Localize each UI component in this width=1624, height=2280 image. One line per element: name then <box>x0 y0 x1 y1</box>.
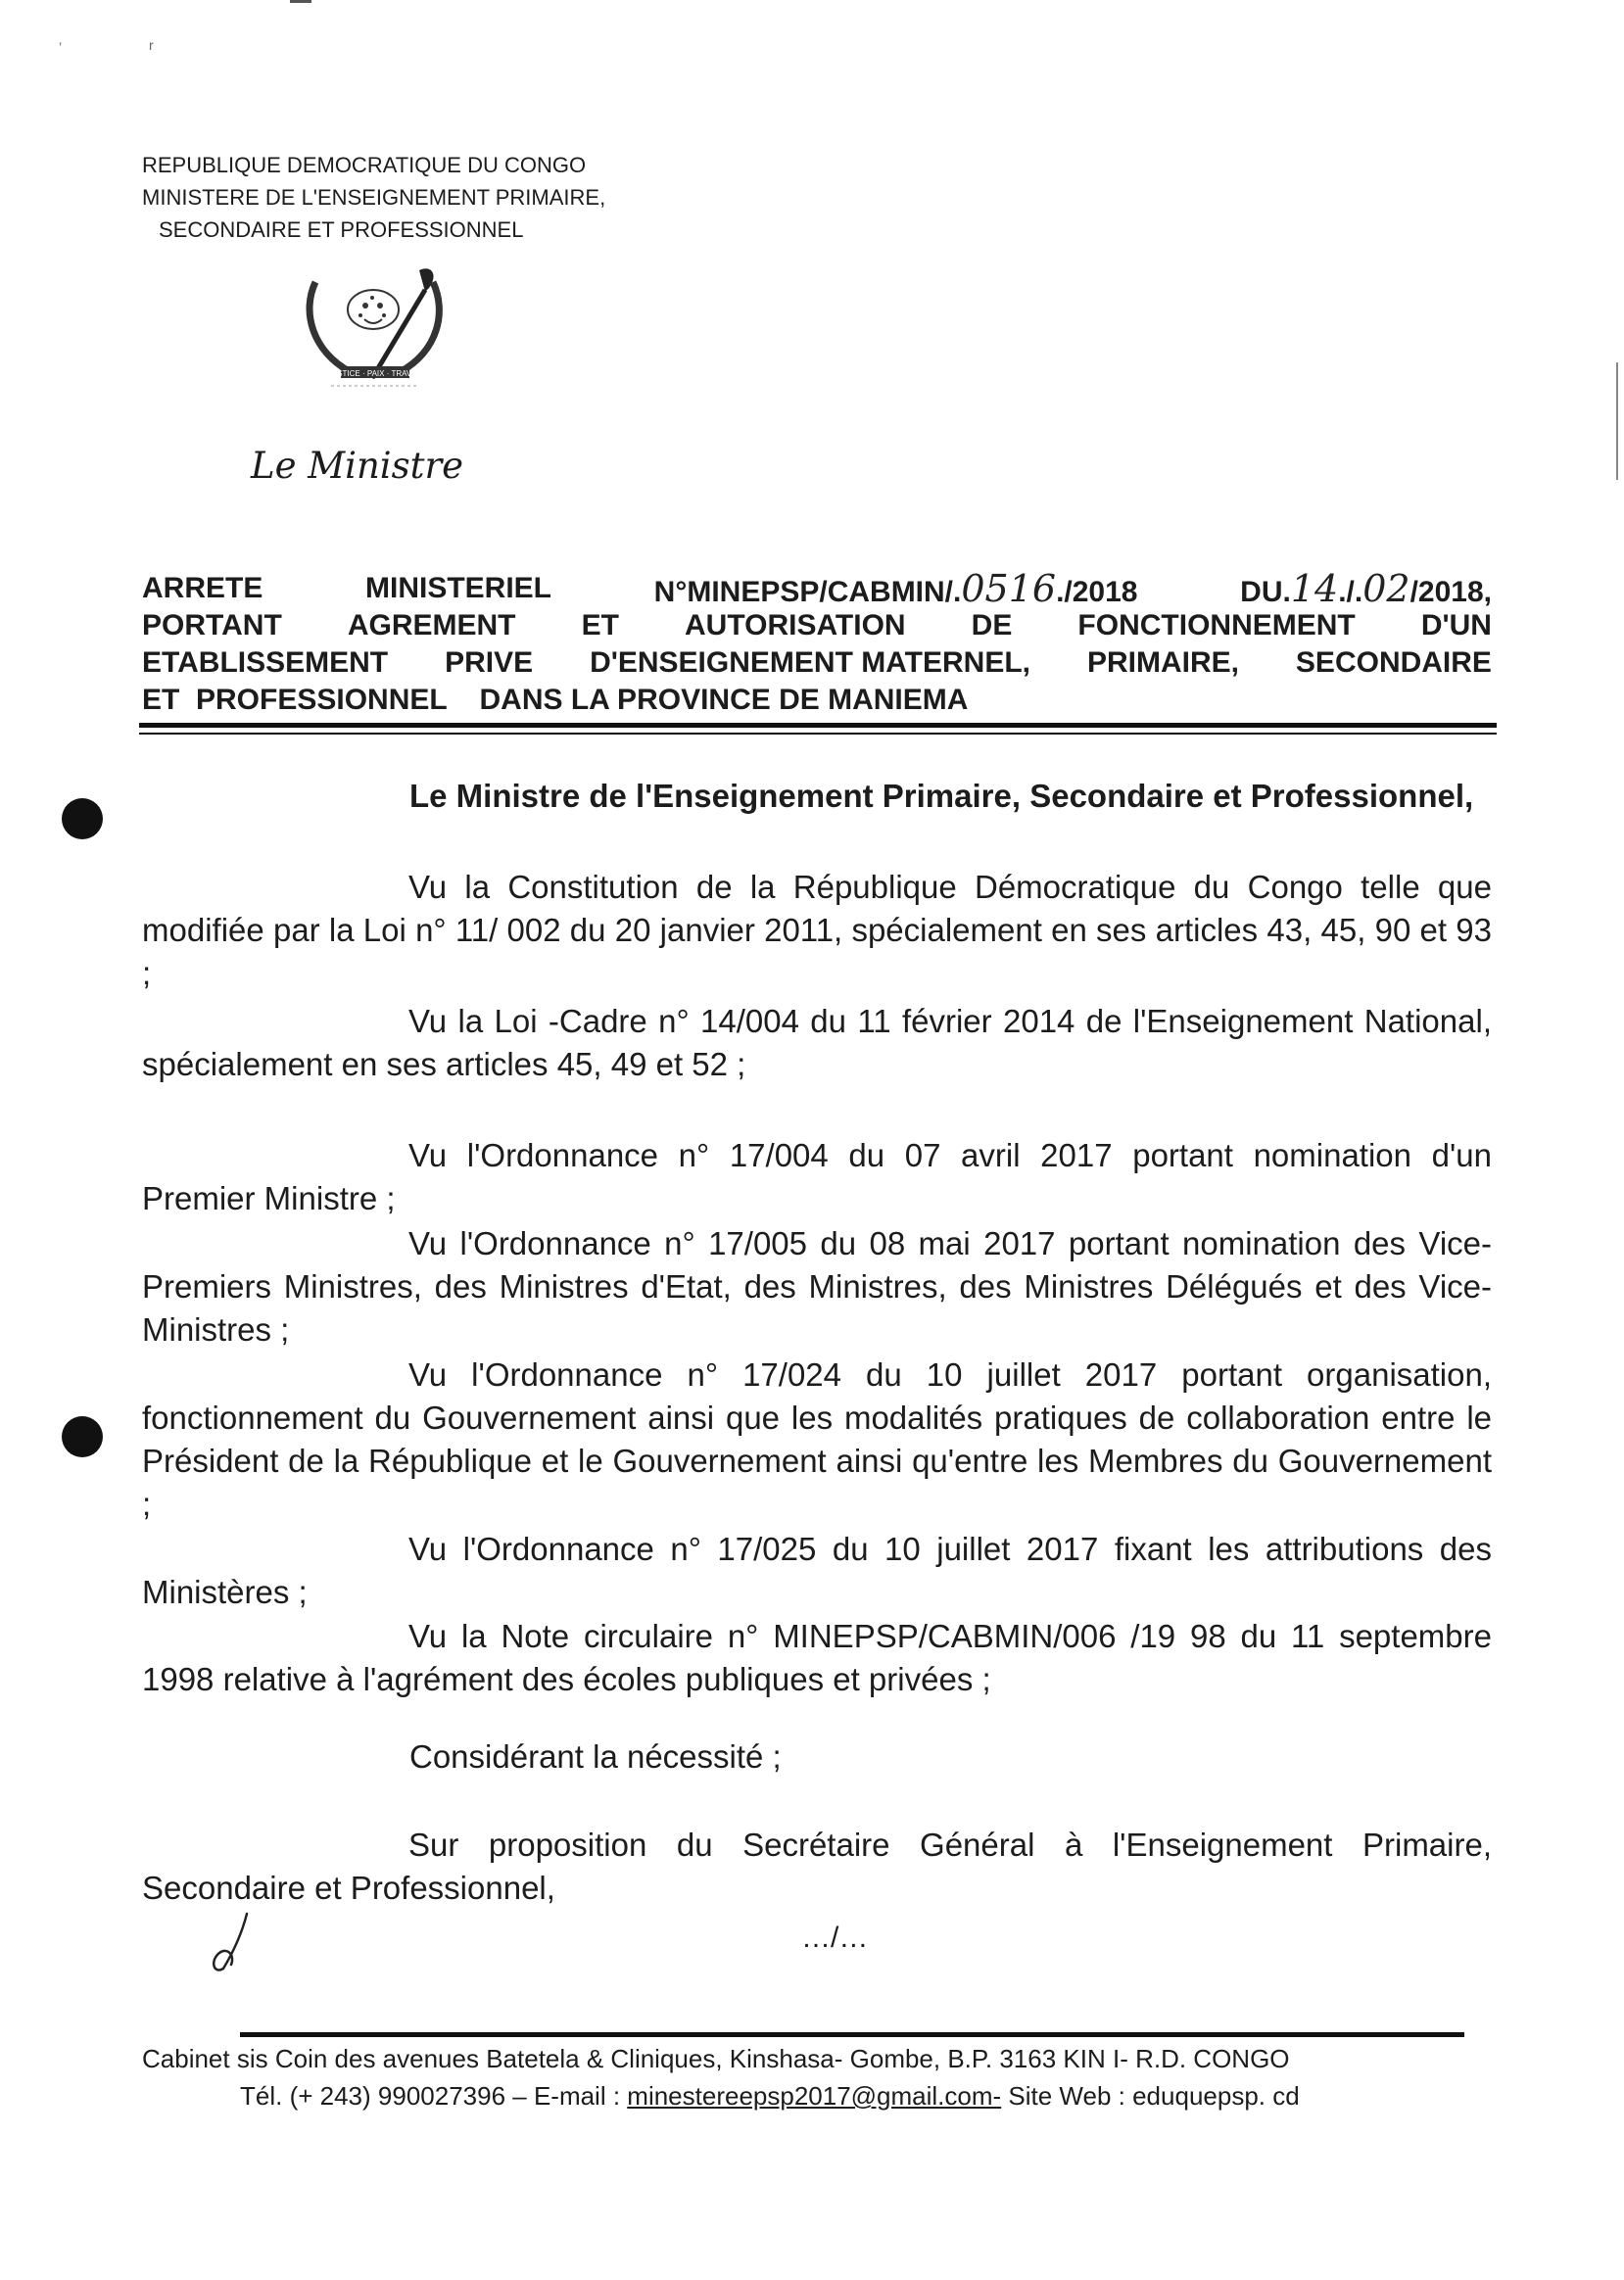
title-word: ARRETE <box>142 572 263 604</box>
title-word: AUTORISATION <box>685 609 906 641</box>
decree-title-line-1 <box>142 567 1492 610</box>
handwritten-month: 02 <box>1362 567 1410 610</box>
decree-number: N°MINEPSP/CABMIN/.0516./2018 <box>653 567 1138 610</box>
footer-email-link[interactable]: minestereepsp2017@gmail.com- <box>627 2081 1002 2111</box>
footer-rule <box>240 2032 1464 2037</box>
title-word: FONCTIONNEMENT <box>1077 609 1356 641</box>
paragraph-ordonnance-gouvernement: Vu l'Ordonnance n° 17/024 du 10 juillet 2017 portant organisation, fonctionnement du Gouvernement ainsi que les modalités pratiques de collaboration entre le Président de la République et le Gouvernement ainsi qu'entre les Membres du Gouvernement ; <box>142 1356 1492 1522</box>
title-word: ET <box>581 609 619 641</box>
handwritten-number: 0516 <box>961 567 1057 610</box>
header-ministry-cont: SECONDAIRE ET PROFESSIONNEL <box>159 217 524 242</box>
paragraph-constitution: Vu la Constitution de la République Démocratique du Congo telle que modifiée par la Loi n° 11/ 002 du 20 janvier 2011, spécialement en ses articles 43, 45, 90 et 93 ; <box>142 869 1492 991</box>
decree-title-line-2 <box>142 607 1492 644</box>
paragraph-proposition: Sur proposition du Secrétaire Général à l'Enseignement Primaire, Secondaire et Professionnel, <box>142 1827 1492 1906</box>
footer-tel: Tél. (+ 243) 990027396 – E-mail : <box>240 2081 628 2111</box>
emblem-motto: JUSTICE · PAIX · TRAVAIL <box>327 369 423 378</box>
coat-of-arms-icon <box>282 262 468 400</box>
title-word: ETABLISSEMENT <box>142 646 389 679</box>
decree-title-line-3 <box>142 644 1492 682</box>
title-word: SECONDAIRE <box>1295 646 1492 679</box>
handwritten-day: 14 <box>1290 567 1339 610</box>
scan-edge-right <box>1616 362 1618 480</box>
header-republic: REPUBLIQUE DEMOCRATIQUE DU CONGO <box>142 153 587 177</box>
title-rule-thin <box>139 733 1497 735</box>
title-word: MINISTERIEL <box>365 572 552 604</box>
decree-title-line-4: ET PROFESSIONNEL DANS LA PROVINCE DE MANIEMA <box>142 684 969 716</box>
punch-hole-mark <box>62 1416 103 1457</box>
decree-title <box>142 567 1492 719</box>
paragraph-ordonnance-ministres: Vu l'Ordonnance n° 17/005 du 08 mai 2017 portant nomination des Vice-Premiers Ministres, des Ministres d'Etat, des Ministres, des Ministres Délégués et des Vice-Ministres ; <box>142 1225 1492 1348</box>
paragraph-considerant: Considérant la nécessité ; <box>409 1738 782 1775</box>
paragraph-loi-cadre: Vu la Loi -Cadre n° 14/004 du 11 février 2014 de l'Enseignement National, spécialement en ses articles 45, 49 et 52 ; <box>142 1003 1492 1082</box>
footer-contact <box>240 2081 1300 2112</box>
scan-mark-top <box>290 0 311 3</box>
title-word: PORTANT <box>142 609 282 641</box>
scan-mark-left: ’ <box>59 39 63 55</box>
intro-heading: Le Ministre de l'Enseignement Primaire, Secondaire et Professionnel, <box>409 778 1474 814</box>
paragraph-note-circulaire: Vu la Note circulaire n° MINEPSP/CABMIN/006 /19 98 du 11 septembre 1998 relative à l'agrément des écoles publiques et privées ; <box>142 1618 1492 1697</box>
scan-mark-right: r <box>149 37 154 53</box>
header-ministry: MINISTERE DE L'ENSEIGNEMENT PRIMAIRE, <box>142 185 606 210</box>
page-continuation: …/… <box>801 1922 869 1954</box>
paragraph-ordonnance-premier-ministre: Vu l'Ordonnance n° 17/004 du 07 avril 2017 portant nomination d'un Premier Ministre ; <box>142 1137 1492 1216</box>
handwritten-initial <box>204 1910 263 1978</box>
title-rule-thick <box>139 723 1497 728</box>
signature-title: Le Ministre <box>251 445 464 487</box>
paragraph-ordonnance-attributions: Vu l'Ordonnance n° 17/025 du 10 juillet 2017 fixant les attributions des Ministères ; <box>142 1531 1492 1610</box>
footer-address: Cabinet sis Coin des avenues Batetela & Cliniques, Kinshasa- Gombe, B.P. 3163 KIN I- R.D. CONGO <box>142 2044 1290 2073</box>
title-word: AGREMENT <box>347 609 516 641</box>
footer-website: Site Web : eduquepsp. cd <box>1001 2081 1300 2111</box>
title-word: D'ENSEIGNEMENT MATERNEL, <box>590 646 1030 679</box>
title-word: PRIVE <box>445 646 534 679</box>
title-word: DE <box>971 609 1013 641</box>
decree-date: DU.14./.02/2018, <box>1240 567 1492 610</box>
title-word: D'UN <box>1420 609 1492 641</box>
punch-hole-mark <box>62 798 103 839</box>
title-word: PRIMAIRE, <box>1086 646 1239 679</box>
